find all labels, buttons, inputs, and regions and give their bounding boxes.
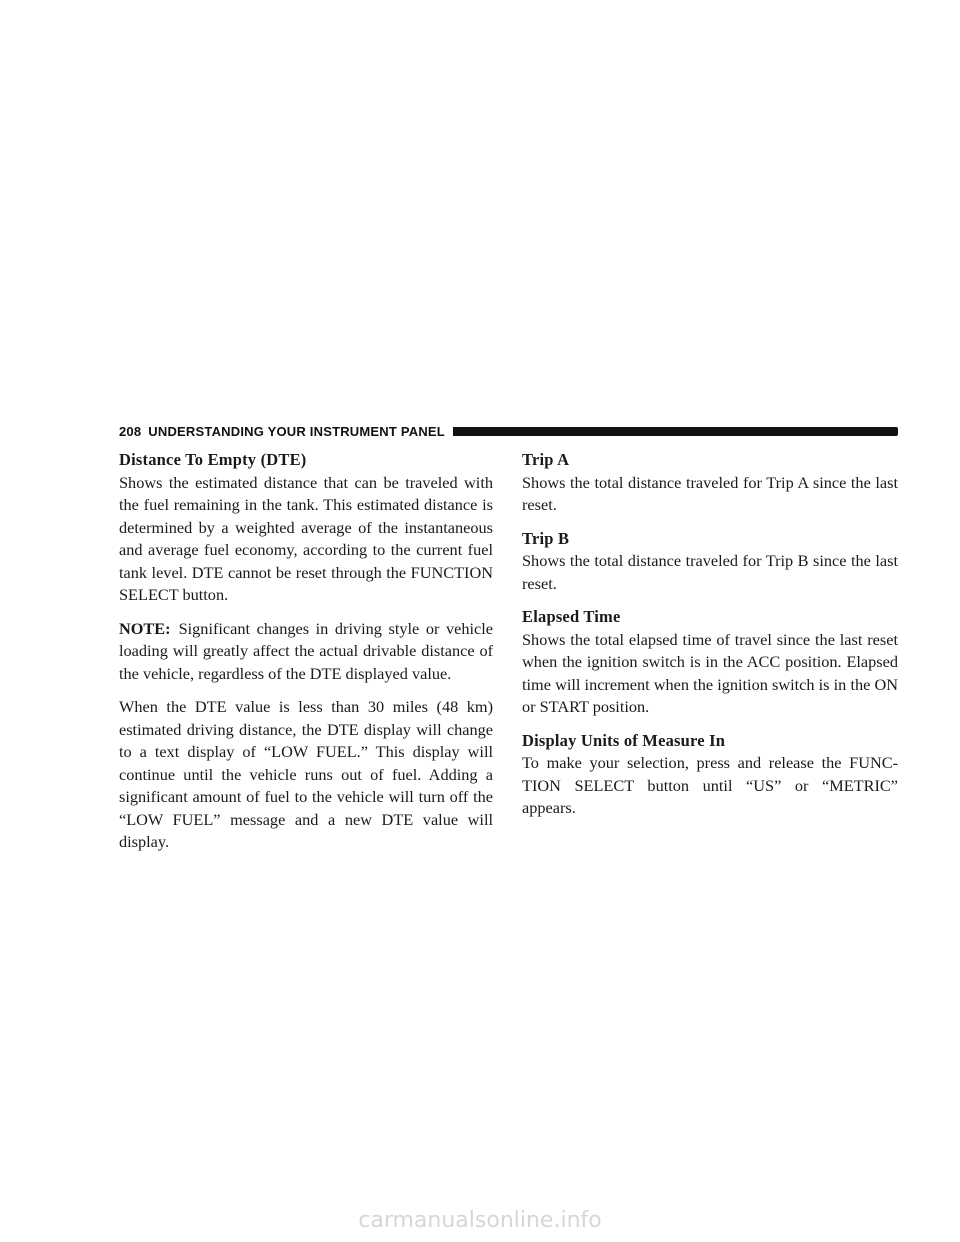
section-title: UNDERSTANDING YOUR INSTRUMENT PANEL: [148, 423, 445, 439]
trip-a-section: [522, 449, 898, 517]
left-column: [119, 449, 493, 865]
page-header: [119, 423, 898, 439]
low-fuel-paragraph: When the DTE value is less than 30 miles (48 km) estimated driving distance, the DTE display will change to a text display of “LOW FUEL.” This display will continue until the vehicle runs out of fuel. Adding a significant amount of fuel to the vehicle will turn off the “LOW FUEL” message and a new DTE value will display.: [119, 697, 493, 851]
page-number: 208: [119, 423, 142, 439]
units-paragraph: To make your selection, press and release the FUNC-TION SELECT button until “US” or “METRIC” appears.: [522, 753, 898, 817]
units-heading: Display Units of Measure In: [522, 730, 726, 750]
trip-b-heading: Trip B: [522, 528, 570, 548]
watermark-text: carmanualsonline.info: [358, 1208, 602, 1233]
header-rule: [453, 427, 898, 436]
elapsed-time-section: [522, 606, 898, 719]
note-text: Significant changes in driving style or vehicle loading will greatly affect the actual drivable distance of the vehicle, regardless of the DTE displayed value.: [119, 618, 493, 683]
trip-a-heading: Trip A: [522, 450, 570, 469]
trip-a-paragraph: Shows the total distance traveled for Trip A since the last reset.: [522, 472, 898, 514]
dte-heading: Distance To Empty (DTE): [119, 450, 307, 469]
elapsed-time-heading: Elapsed Time: [522, 607, 621, 626]
trip-b-section: [522, 528, 898, 596]
units-section: [522, 730, 898, 820]
trip-b-paragraph: Shows the total distance traveled for Trip B since the last reset.: [522, 551, 898, 593]
right-column: [522, 449, 898, 831]
note-paragraph: [119, 618, 493, 686]
dte-paragraph: Shows the estimated distance that can be traveled with the fuel remaining in the tank. This estimated distance is determined by a weighted average of the instantaneous and average fuel economy, according to the current fuel tank level. DTE cannot be reset through the FUNCTION SELECT button.: [119, 472, 493, 604]
note-label: NOTE:: [119, 618, 171, 638]
elapsed-time-paragraph: Shows the total elapsed time of travel since the last reset when the ignition switch is in the ACC position. Elapsed time will increment when the ignition switch is in the ON or START position.: [522, 629, 898, 716]
